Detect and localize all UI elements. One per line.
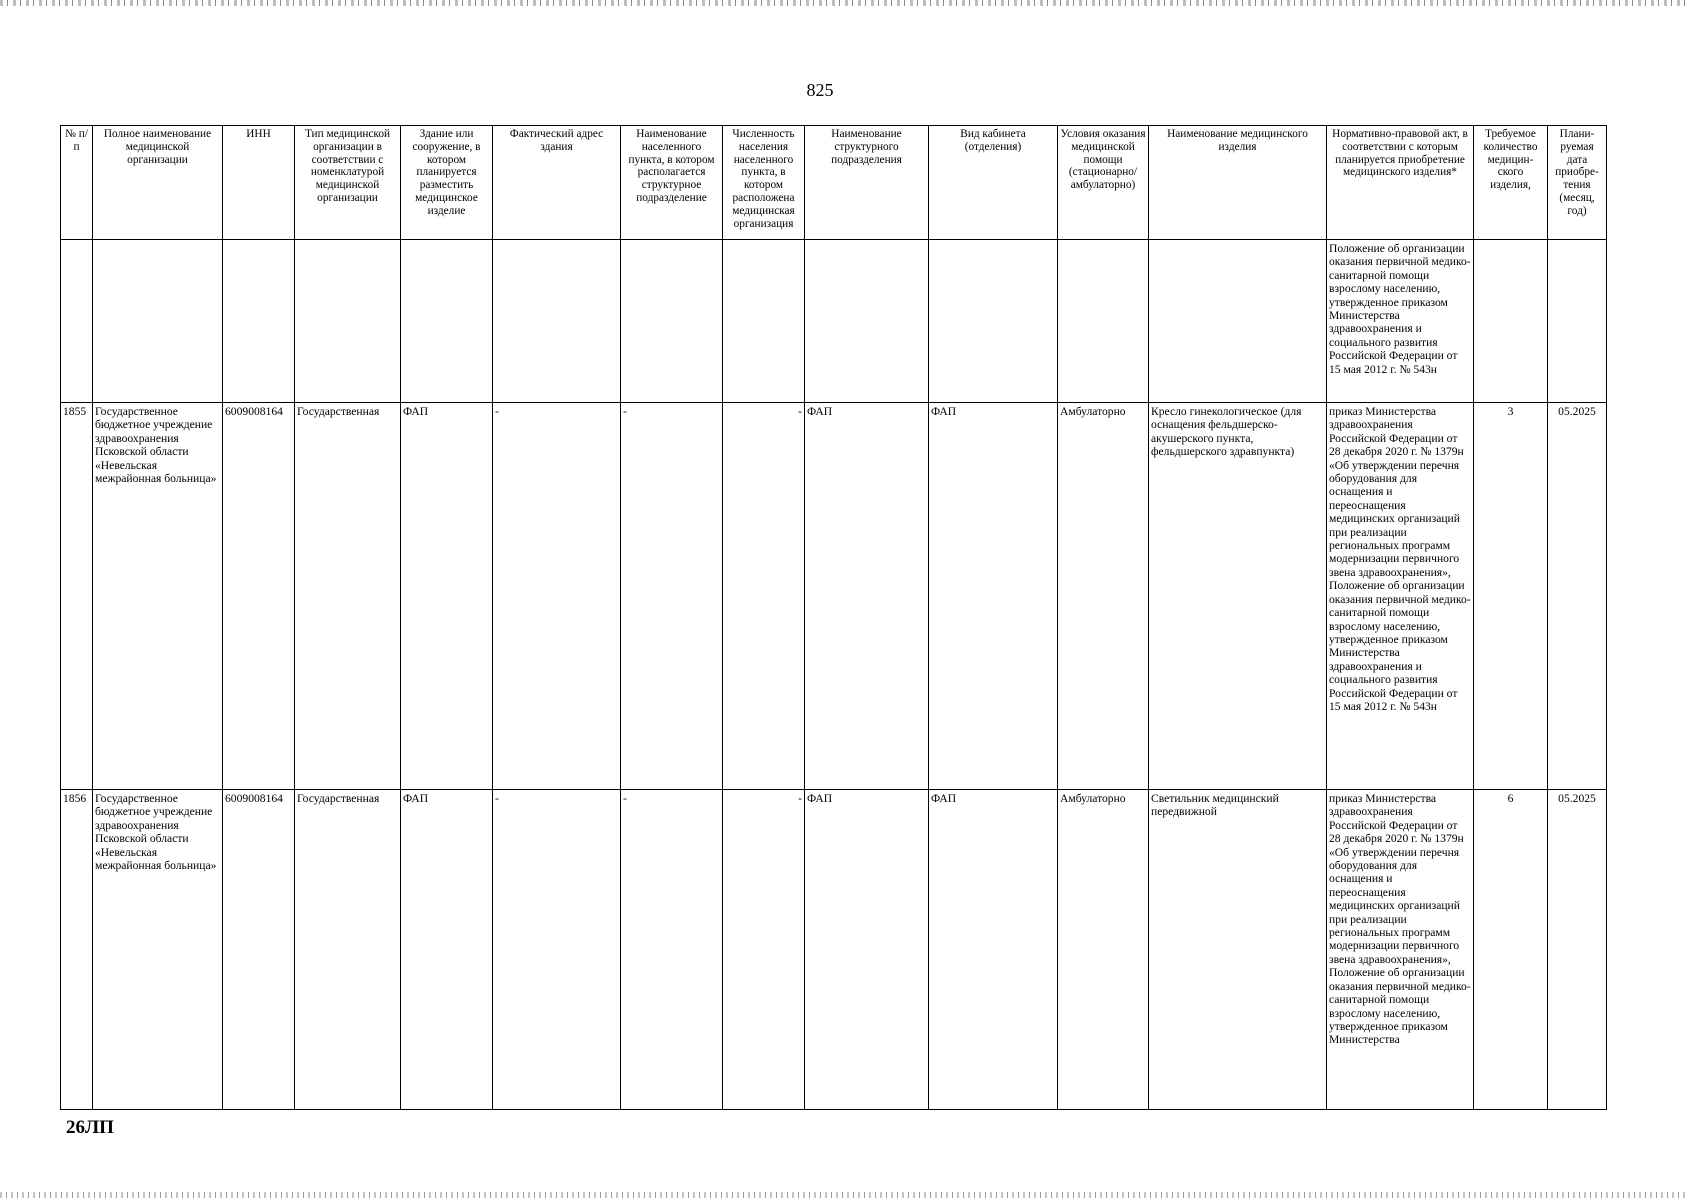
scan-noise-bottom (0, 1192, 1686, 1198)
cell-org: Государственное бюджетное учреждение здравоохранения Псковской области «Невельская межрайонная больница» (93, 403, 223, 790)
col-header-conditions: Условия оказания медицинской помощи (стационарно/ амбулаторно) (1058, 126, 1149, 240)
cell-settlement: - (621, 790, 723, 1110)
table-header-row (61, 126, 1607, 240)
col-header-inn: ИНН (223, 126, 295, 240)
col-header-population: Численность населения населенного пункта, в котором расположена медицинская организация (723, 126, 805, 240)
col-header-device: Наименование медицинского изделия (1149, 126, 1327, 240)
col-header-type: Тип медицинской организации в соответствии с номенклатурой медицинской организации (295, 126, 401, 240)
cell-qty: 3 (1474, 403, 1548, 790)
cell-org: Государственное бюджетное учреждение здравоохранения Псковской области «Невельская межрайонная больница» (93, 790, 223, 1110)
col-header-building: Здание или сооружение, в котором планируется разместить медицинское изделие (401, 126, 493, 240)
equipment-table (60, 125, 1607, 1110)
cell-unit: ФАП (805, 403, 929, 790)
col-header-qty: Требуемое количество медицин-ского изделия, (1474, 126, 1548, 240)
cell-device: Кресло гинекологическое (для оснащения фельдшерско-акушерского пункта, фельдшерского здравпункта) (1149, 403, 1327, 790)
cell-type: Государственная (295, 790, 401, 1110)
cell-address: - (493, 403, 621, 790)
col-header-act: Нормативно-правовой акт, в соответствии с которым планируется приобретение медицинского изделия* (1327, 126, 1474, 240)
col-header-unit: Наименование структурного подразделения (805, 126, 929, 240)
cell-unit: ФАП (805, 790, 929, 1110)
cell-type: Государственная (295, 403, 401, 790)
table-row (61, 403, 1607, 790)
cell-population: - (723, 403, 805, 790)
page-number: 825 (806, 80, 834, 100)
col-header-num: № п/п (61, 126, 93, 240)
scan-noise-top (0, 0, 1686, 6)
col-header-address: Фактический адрес здания (493, 126, 621, 240)
cell-address: - (493, 790, 621, 1110)
cell-qty: 6 (1474, 790, 1548, 1110)
col-header-settlement: Наименование населенного пункта, в котором располагается структурное подразделение (621, 126, 723, 240)
col-header-date: Плани-руемая дата приобре-тения (месяц, год) (1548, 126, 1607, 240)
cell-population: - (723, 790, 805, 1110)
cell-device: Светильник медицинский передвижной (1149, 790, 1327, 1110)
cell-num: 1855 (61, 403, 93, 790)
cell-cabinet: ФАП (929, 403, 1058, 790)
col-header-cabinet: Вид кабинета (отделения) (929, 126, 1058, 240)
cell-building: ФАП (401, 403, 493, 790)
footer-code: 26ЛП (66, 1117, 114, 1138)
cell-act: приказ Министерства здравоохранения Российской Федерации от 28 декабря 2020 г. № 1379н «Об утверждении перечня оборудования для оснащения и переоснащения медицинских организаций при реализации региональных программ модернизации первичного звена здравоохранения», Положение об организации оказания первичной медико-санитарной помощи взрослому населению, утвержденное приказом Министерства (1327, 790, 1474, 1110)
cell-cabinet: ФАП (929, 790, 1058, 1110)
cell-date: 05.2025 (1548, 403, 1607, 790)
cell-conditions: Амбулаторно (1058, 403, 1149, 790)
cell-date: 05.2025 (1548, 790, 1607, 1110)
cell-settlement: - (621, 403, 723, 790)
cell-num: 1856 (61, 790, 93, 1110)
table-row-continuation (61, 240, 1607, 403)
cell-inn: 6009008164 (223, 403, 295, 790)
cell-conditions: Амбулаторно (1058, 790, 1149, 1110)
col-header-org: Полное наименование медицинской организации (93, 126, 223, 240)
table-row (61, 790, 1607, 1110)
cell-act: Положение об организации оказания первичной медико-санитарной помощи взрослому населению, утвержденное приказом Министерства здравоохранения и социального развития Российской Федерации от 15 мая 2012 г. № 543н (1327, 240, 1474, 403)
cell-act: приказ Министерства здравоохранения Российской Федерации от 28 декабря 2020 г. № 1379н «Об утверждении перечня оборудования для оснащения и переоснащения медицинских организаций при реализации региональных программ модернизации первичного звена здравоохранения», Положение об организации оказания первичной медико-санитарной помощи взрослому населению, утвержденное приказом Министерства здравоохранения и социального развития Российской Федерации от 15 мая 2012 г. № 543н (1327, 403, 1474, 790)
cell-inn: 6009008164 (223, 790, 295, 1110)
cell-building: ФАП (401, 790, 493, 1110)
